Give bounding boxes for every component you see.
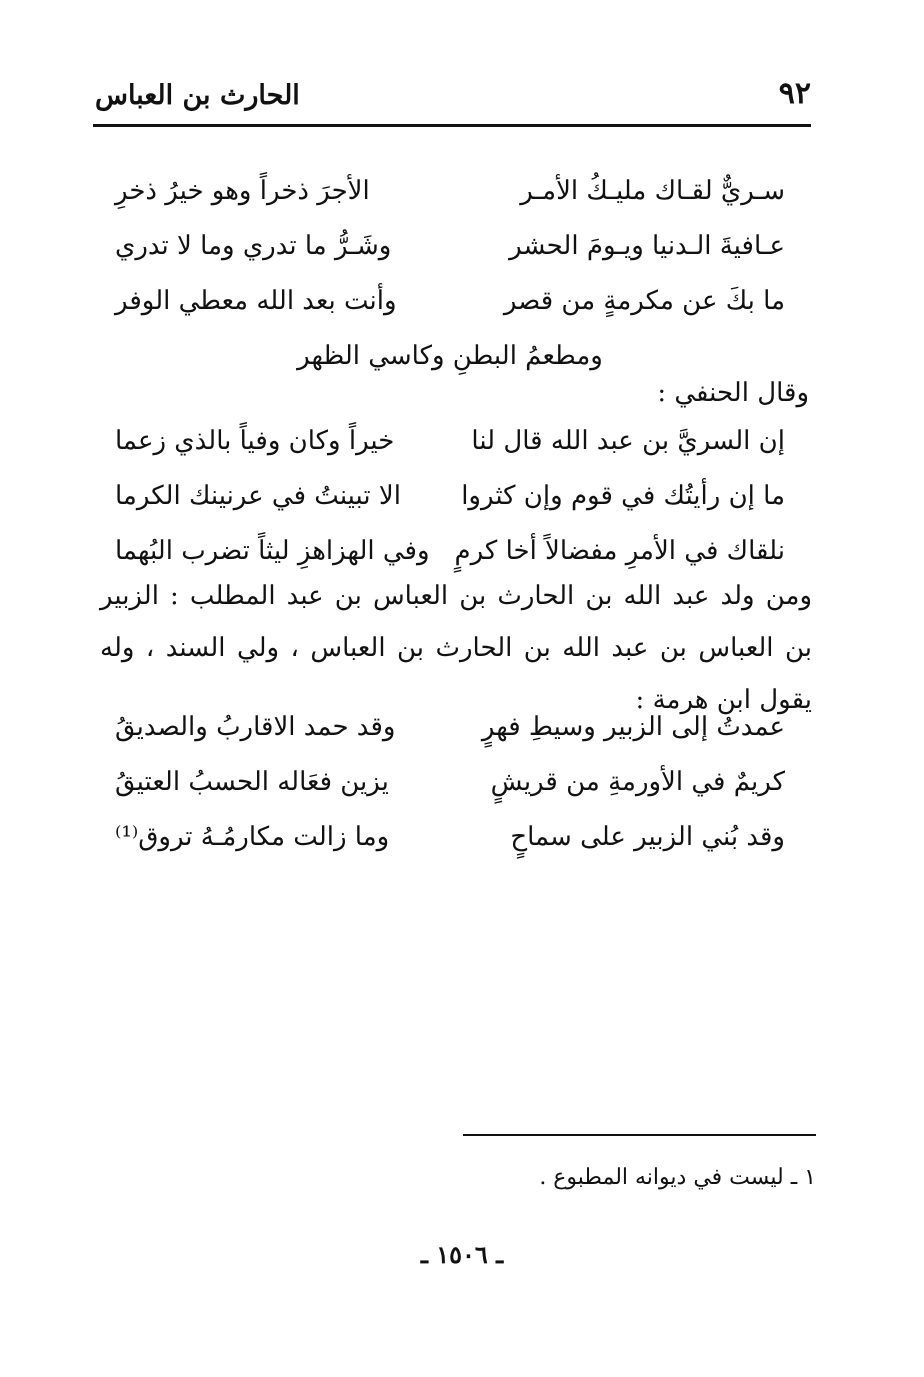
prose-paragraph: ومن ولد عبد الله بن الحارث بن العباس بن عبد المطلب : الزبير بن العباس بن عبد الله بن الحارث بن العباس ، ولي السند ، وله يقول ابن هرمة :: [100, 581, 812, 715]
hemistich-first: سـريٌّ لقـاك مليـكُ الأمـر: [520, 176, 785, 206]
hemistich-first: عـافيةَ الـدنيا ويـومَ الحشر: [509, 231, 785, 261]
hemistich-first: نلقاك في الأمرِ مفضالاً أخا كرمٍ: [454, 536, 785, 566]
hemistich-first: وقد بُني الزبير على سماحٍ: [510, 822, 785, 852]
poem-2: [115, 426, 785, 591]
hemistich-second: يزين فعَاله الحسبُ العتيقُ: [115, 767, 389, 797]
verse-line: [115, 426, 785, 481]
hemistich-first: ما إن رأيتُك في قوم وإن كثروا: [461, 481, 785, 511]
page-number: ٩٢: [778, 76, 811, 111]
verse-line: [115, 481, 785, 536]
footer-page-number: ـ ١٥٠٦ ـ: [420, 1240, 504, 1269]
verse-line: [115, 176, 785, 231]
verse-line: [115, 767, 785, 822]
hemistich-second: وقد حمد الاقاربُ والصديقُ: [115, 712, 396, 742]
header-rule: [93, 124, 811, 127]
hemistich-second: وأنت بعد الله معطي الوفر: [115, 286, 397, 316]
hemistich-second: الا تبينتُ في عرنينك الكرما: [115, 481, 401, 511]
hemistich-first: عمدتُ إلى الزبير وسيطِ فهرٍ: [481, 712, 785, 742]
verse-line: [115, 822, 785, 877]
page-header: [95, 76, 811, 120]
hemistich-second: وما زالت مكارمُـهُ تروق⁽¹⁾: [115, 822, 390, 852]
footnote: ١ ـ ليست في ديوانه المطبوع .: [539, 1165, 816, 1190]
verse-line: [115, 286, 785, 341]
hemistich-first: كريمٌ في الأورمةِ من قريشٍ: [490, 767, 785, 797]
intro-line: وقال الحنفي :: [657, 378, 809, 408]
footnote-rule: [463, 1134, 816, 1136]
running-title: الحارث بن العباس: [95, 80, 300, 111]
poem-1: [115, 176, 785, 396]
hemistich-second: الأجرَ ذخراً وهو خيرُ ذخرِ: [115, 176, 370, 206]
hemistich-second: وفي الهزاهزِ ليثاً تضرب البُهما: [115, 536, 430, 566]
hemistich-first: إن السريَّ بن عبد الله قال لنا: [471, 426, 785, 456]
verse-line: [115, 231, 785, 286]
hemistich-second: وشَـرُّ ما تدري وما لا تدري: [115, 231, 392, 261]
verse-center: ومطعمُ البطنِ وكاسي الظهر: [297, 341, 603, 371]
hemistich-first: ما بكَ عن مكرمةٍ من قصر: [503, 286, 785, 316]
hemistich-second: خيراً وكان وفياً بالذي زعما: [115, 426, 395, 456]
verse-line: [115, 712, 785, 767]
poem-3: [115, 712, 785, 877]
